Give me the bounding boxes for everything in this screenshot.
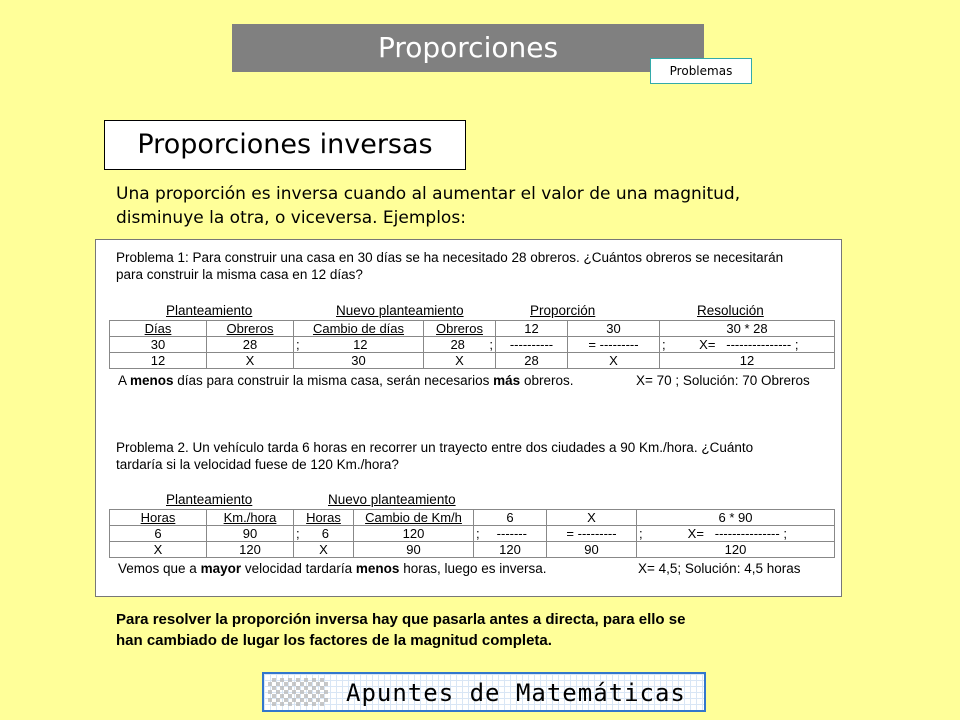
note-bold: más [493, 373, 521, 388]
note-bold: mayor [200, 561, 242, 576]
table-cell: Obreros [207, 321, 294, 337]
fraction-bar: --------------- [714, 526, 780, 541]
table-row [110, 353, 835, 369]
table-cell [474, 526, 547, 542]
problem-1-headings [96, 303, 843, 319]
banner-pattern [268, 678, 328, 706]
heading-planteamiento: Planteamiento [166, 492, 253, 507]
separator: ; [794, 337, 799, 352]
note-text: días para construir la misma casa, serán necesarios [173, 373, 494, 388]
table-cell: 6 [110, 526, 207, 542]
note-text: obreros. [520, 373, 574, 388]
problem-2-line-1: Problema 2. Un vehículo tarda 6 horas en recorrer un trayecto entre dos ciudades a 90 Km./hora. ¿Cuánto [116, 440, 754, 455]
table-cell: 12 [110, 353, 207, 369]
fraction-bar: --------- [577, 526, 617, 541]
table-cell: Horas [110, 510, 207, 526]
problem-1-line-1: Problema 1: Para construir una casa en 30 días se ha necesitado 28 obreros. ¿Cuántos obreros se necesitarán [116, 250, 784, 265]
table-cell-value: 90 [242, 526, 258, 541]
heading-nuevo-planteamiento: Nuevo planteamiento [328, 492, 456, 507]
table-cell: Cambio de Km/h [354, 510, 474, 526]
problem-2-headings [96, 492, 843, 508]
note-bold: menos [355, 561, 400, 576]
note-text: horas, luego es inversa. [399, 561, 547, 576]
banner-label: Apuntes de Matemáticas [346, 679, 686, 707]
table-cell: Horas [294, 510, 354, 526]
note-text: A [118, 373, 131, 388]
table-cell: 30 [294, 353, 424, 369]
table-row [110, 337, 835, 353]
heading-proporcion: Proporción [530, 303, 596, 318]
table-cell: 30 [568, 321, 660, 337]
table-cell: X [294, 542, 354, 558]
table-cell: 6 [474, 510, 547, 526]
table-cell: 30 [110, 337, 207, 353]
page-title: Proporciones [232, 24, 704, 72]
table-cell-value: 12 [353, 337, 368, 352]
problem-1-note [118, 373, 810, 388]
table-cell [294, 337, 424, 353]
fraction-bar: ------- [496, 526, 527, 541]
table-cell: 30 * 28 [660, 321, 835, 337]
table-cell-value: 6 [321, 526, 329, 541]
table-cell: 28 [496, 353, 568, 369]
table-cell: 120 [207, 542, 294, 558]
table-cell: Obreros [424, 321, 496, 337]
table-cell [424, 337, 496, 353]
intro-line-2: disminuye la otra, o viceversa. Ejemplos: [116, 208, 466, 228]
table-row [110, 526, 835, 542]
table-cell: 12 [496, 321, 568, 337]
table-cell: X [547, 510, 637, 526]
table-cell: X [568, 353, 660, 369]
examples-panel [95, 239, 842, 597]
table-cell [354, 526, 474, 542]
problem-1-statement [116, 249, 836, 283]
separator: ; [662, 337, 666, 352]
table-cell: 120 [474, 542, 547, 558]
table-cell: Días [110, 321, 207, 337]
separator: ; [489, 337, 493, 352]
table-cell: Km./hora [207, 510, 294, 526]
problem-1-table [109, 320, 835, 369]
table-cell [547, 526, 637, 542]
note-text: Vemos que a [118, 561, 201, 576]
equals-sign: = [588, 337, 596, 352]
table-cell [637, 526, 835, 542]
table-cell: 90 [547, 542, 637, 558]
table-cell-value: 28 [242, 337, 258, 352]
explanation-text [116, 609, 876, 651]
problems-button[interactable]: Problemas [650, 58, 752, 84]
problem-1-result: X= 70 ; Solución: 70 Obreros [636, 373, 810, 388]
x-equals: X= [699, 337, 716, 352]
table-cell: ---------- [496, 337, 568, 353]
problem-2-result: X= 4,5; Solución: 4,5 horas [638, 561, 801, 576]
note-bold: menos [130, 373, 174, 388]
equals-sign: = [566, 526, 574, 541]
table-cell-value: 120 [402, 526, 425, 541]
section-title: Proporciones inversas [104, 120, 466, 170]
table-cell: X [207, 353, 294, 369]
table-cell [207, 526, 294, 542]
table-cell: X [110, 542, 207, 558]
table-row [110, 321, 835, 337]
heading-resolucion: Resolución [697, 303, 764, 318]
table-cell: X [424, 353, 496, 369]
problem-1-line-2: para construir la misma casa en 12 días? [116, 267, 363, 282]
table-cell: 6 * 90 [637, 510, 835, 526]
table-row [110, 510, 835, 526]
note-text: velocidad tardaría [241, 561, 356, 576]
table-cell [207, 337, 294, 353]
fraction-bar: --------- [599, 337, 639, 352]
separator: ; [296, 337, 300, 352]
explanation-line-1: Para resolver la proporción inversa hay que pasarla antes a directa, para ello se [116, 611, 686, 628]
intro-line-1: Una proporción es inversa cuando al aumentar el valor de una magnitud, [116, 184, 741, 204]
intro-text [116, 182, 836, 230]
table-cell: 120 [637, 542, 835, 558]
fraction-bar: --------------- [726, 337, 792, 352]
heading-planteamiento: Planteamiento [166, 303, 253, 318]
table-row [110, 542, 835, 558]
heading-nuevo-planteamiento: Nuevo planteamiento [336, 303, 464, 318]
table-cell-value: 28 [450, 337, 465, 352]
table-cell: Cambio de días [294, 321, 424, 337]
problem-2-line-2: tardaría si la velocidad fuese de 120 Km./hora? [116, 457, 399, 472]
x-equals: X= [687, 526, 704, 541]
apuntes-banner-link[interactable] [262, 672, 706, 712]
explanation-line-2: han cambiado de lugar los factores de la magnitud completa. [116, 632, 552, 649]
separator: ; [639, 526, 643, 541]
separator: ; [783, 526, 787, 541]
table-cell: 90 [354, 542, 474, 558]
problem-2-statement [116, 439, 836, 473]
table-cell: 12 [660, 353, 835, 369]
problem-2-table [109, 509, 835, 558]
table-cell [660, 337, 835, 353]
separator: ; [476, 526, 480, 541]
separator: ; [296, 526, 300, 541]
table-cell [568, 337, 660, 353]
table-cell [294, 526, 354, 542]
problem-2-note [118, 561, 801, 576]
